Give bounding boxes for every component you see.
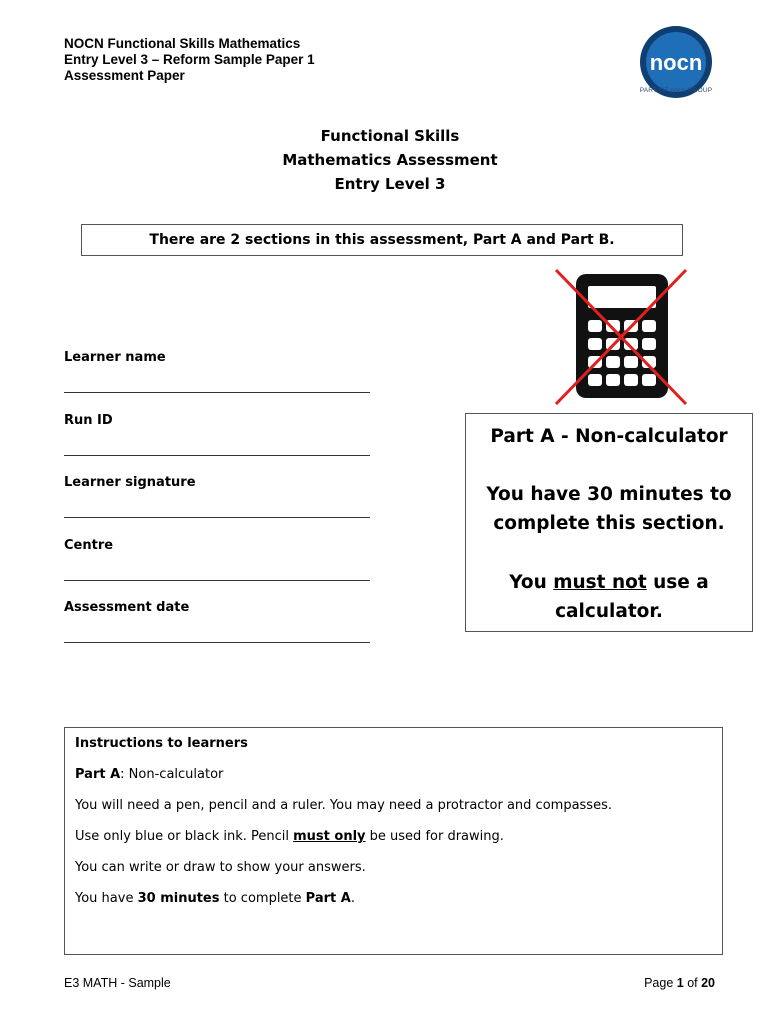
page-number: Page 1 of 20 xyxy=(644,976,715,990)
sections-notice-box xyxy=(81,224,683,256)
field-label: Learner name xyxy=(64,350,166,365)
part-a-info-box xyxy=(465,413,753,632)
part-a-title: Part A - Non-calculator xyxy=(490,426,728,447)
run-id-input-line[interactable] xyxy=(64,455,370,456)
document-header xyxy=(64,36,315,84)
logo-text: nocn xyxy=(649,50,703,75)
field-label: Centre xyxy=(64,537,114,553)
instructions-heading: Instructions to learners xyxy=(75,736,248,751)
field-run-id xyxy=(64,413,384,476)
footer-paper-code: E3 MATH - Sample xyxy=(64,976,171,990)
assessment-date-input-line[interactable] xyxy=(64,642,370,643)
header-line-1: NOCN Functional Skills Mathematics xyxy=(64,36,301,51)
calculator-crossed-icon xyxy=(548,264,694,410)
instruction-equipment: You will need a pen, pencil and a ruler. You may need a protractor and compasses. xyxy=(75,798,612,813)
must-not-emphasis: must not xyxy=(553,572,647,593)
field-learner-signature xyxy=(64,475,384,538)
instruction-ink: Use only blue or black ink. Pencil must only be used for drawing. xyxy=(75,829,504,844)
title-line-3: Entry Level 3 xyxy=(334,175,446,193)
time-line-2: complete this section. xyxy=(493,513,725,534)
header-line-3: Assessment Paper xyxy=(64,68,185,83)
title-line-2: Mathematics Assessment xyxy=(282,151,498,169)
learner-details xyxy=(64,350,384,663)
instruction-show-work: You can write or draw to show your answers. xyxy=(75,860,366,875)
instruction-part-a: Part A: Non-calculator xyxy=(75,767,224,782)
signature-input-line[interactable] xyxy=(64,517,370,518)
field-label: Run ID xyxy=(64,412,113,428)
instructions-box xyxy=(64,727,723,955)
calc-line-2: calculator. xyxy=(555,601,663,622)
sections-notice: There are 2 sections in this assessment, Part A and Part B. xyxy=(149,232,615,248)
field-centre xyxy=(64,538,384,601)
time-line-1: You have 30 minutes to xyxy=(486,484,732,505)
instruction-time: You have 30 minutes to complete Part A. xyxy=(75,891,355,906)
title-line-1: Functional Skills xyxy=(320,127,460,145)
calculator-warning xyxy=(466,568,752,626)
field-label: Learner signature xyxy=(64,475,196,490)
page-title xyxy=(190,124,590,196)
field-assessment-date xyxy=(64,600,384,663)
header-line-2: Entry Level 3 – Reform Sample Paper 1 xyxy=(64,52,315,67)
centre-input-line[interactable] xyxy=(64,580,370,581)
learner-name-input-line[interactable] xyxy=(64,392,370,393)
field-learner-name xyxy=(64,350,384,413)
calc-line-1: You must not use a xyxy=(509,572,709,593)
field-label: Assessment date xyxy=(64,600,190,615)
logo-tagline: PART OF nocn GROUP xyxy=(639,87,713,94)
part-a-time-notice xyxy=(466,480,752,538)
